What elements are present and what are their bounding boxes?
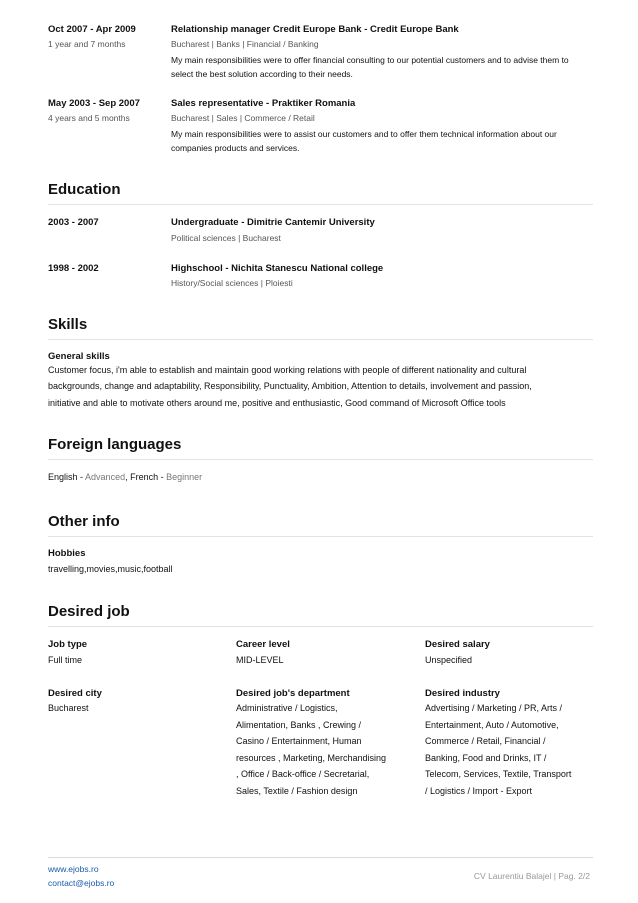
department-line: resources , Marketing, Merchandising [236, 752, 387, 763]
language-english: English [48, 472, 78, 482]
language-english-level: Advanced [85, 472, 126, 482]
industry-line: Banking, Food and Drinks, IT / [425, 752, 547, 763]
education-2-dates: 1998 - 2002 [48, 263, 99, 274]
education-heading: Education [48, 181, 121, 198]
experience-2-desc-line-2: companies products and services. [171, 143, 300, 153]
experience-1-role: Relationship manager Credit Europe Bank - Credit Europe Bank [171, 24, 459, 35]
desired-city-label: Desired city [48, 688, 102, 699]
footer-site-link[interactable]: www.ejobs.ro [48, 864, 99, 874]
desired-department-label: Desired job's department [236, 688, 350, 699]
experience-1-desc-line-2: select the best solution according to their needs. [171, 69, 353, 79]
education-1-dates: 2003 - 2007 [48, 217, 99, 228]
industry-line: Entertainment, Auto / Automotive, [425, 719, 559, 730]
education-2-meta: History/Social sciences | Ploiesti [171, 278, 293, 288]
language-french: French [130, 472, 159, 482]
experience-1-desc-line-1: My main responsibilities were to offer financial consulting to our potential customers and to advise them to [171, 55, 569, 65]
industry-line: Telecom, Services, Textile, Transport [425, 769, 572, 779]
desired-industry-label: Desired industry [425, 688, 500, 699]
languages-divider [48, 459, 593, 460]
languages-heading: Foreign languages [48, 436, 182, 453]
education-1-meta: Political sciences | Bucharest [171, 233, 281, 243]
experience-1-dates: Oct 2007 - Apr 2009 [48, 24, 136, 35]
hobbies-label: Hobbies [48, 548, 86, 559]
other-info-heading: Other info [48, 513, 120, 530]
language-separator: - [158, 472, 167, 482]
experience-2-meta: Bucharest | Sales | Commerce / Retail [171, 113, 315, 123]
desired-salary-label: Desired salary [425, 639, 490, 650]
industry-line: / Logistics / Import - Export [425, 785, 533, 796]
skills-text-line-3: initiative and able to motivate others around me, positive and enthusiastic, Good command of Microsoft Office tools [48, 398, 506, 408]
job-type-value: Full time [48, 655, 83, 665]
job-type-label: Job type [48, 639, 88, 650]
department-line: , Office / Back-office / Secretarial, [236, 769, 370, 779]
department-line: Casino / Entertainment, Human [236, 736, 362, 746]
education-divider [48, 204, 593, 205]
languages-list [48, 469, 202, 486]
other-info-divider [48, 536, 593, 537]
department-line: Alimentation, Banks , Crewing / [236, 719, 362, 730]
career-level-label: Career level [236, 639, 290, 650]
footer-page-info: CV Laurentiu Balajel | Pag. 2/2 [473, 871, 590, 881]
desired-department-value [236, 700, 386, 799]
education-2-school: Highschool - Nichita Stanescu National college [171, 263, 384, 274]
language-separator: - [77, 472, 86, 482]
footer-divider [48, 857, 593, 858]
desired-job-heading: Desired job [48, 603, 130, 620]
education-1-school: Undergraduate - Dimitrie Cantemir University [171, 217, 375, 228]
language-comma: , [125, 472, 131, 482]
language-french-level: Beginner [166, 472, 203, 482]
experience-2-desc-line-1: My main responsibilities were to assist our customers and to offer them technical information about our [171, 129, 557, 139]
experience-2-role: Sales representative - Praktiker Romania [171, 98, 356, 109]
desired-industry-value [425, 700, 571, 799]
footer-email-link[interactable]: contact@ejobs.ro [48, 878, 115, 888]
skills-text-line-1: Customer focus, i'm able to establish and maintain good working relations with people of different nationality and cultural [48, 365, 527, 375]
hobbies-value: travelling,movies,music,football [48, 564, 173, 574]
desired-city-value: Bucharest [48, 703, 89, 713]
experience-1-meta: Bucharest | Banks | Financial / Banking [171, 39, 319, 49]
industry-line: Commerce / Retail, Financial / [425, 736, 546, 746]
industry-line: Advertising / Marketing / PR, Arts / [425, 703, 563, 713]
skills-text-line-2: backgrounds, change and adaptability, Responsibility, Punctuality, Ambition, Attention to details, involvement and passion, [48, 381, 532, 391]
desired-job-divider [48, 626, 593, 627]
career-level-value: MID-LEVEL [236, 655, 284, 665]
experience-1-duration: 1 year and 7 months [48, 39, 126, 49]
skills-general-label: General skills [48, 351, 110, 362]
experience-2-duration: 4 years and 5 months [48, 113, 130, 123]
desired-salary-value: Unspecified [425, 655, 473, 665]
department-line: Sales, Textile / Fashion design [236, 785, 358, 796]
skills-heading: Skills [48, 316, 88, 333]
department-line: Administrative / Logistics, [236, 703, 338, 713]
experience-2-dates: May 2003 - Sep 2007 [48, 98, 140, 109]
skills-divider [48, 339, 593, 340]
